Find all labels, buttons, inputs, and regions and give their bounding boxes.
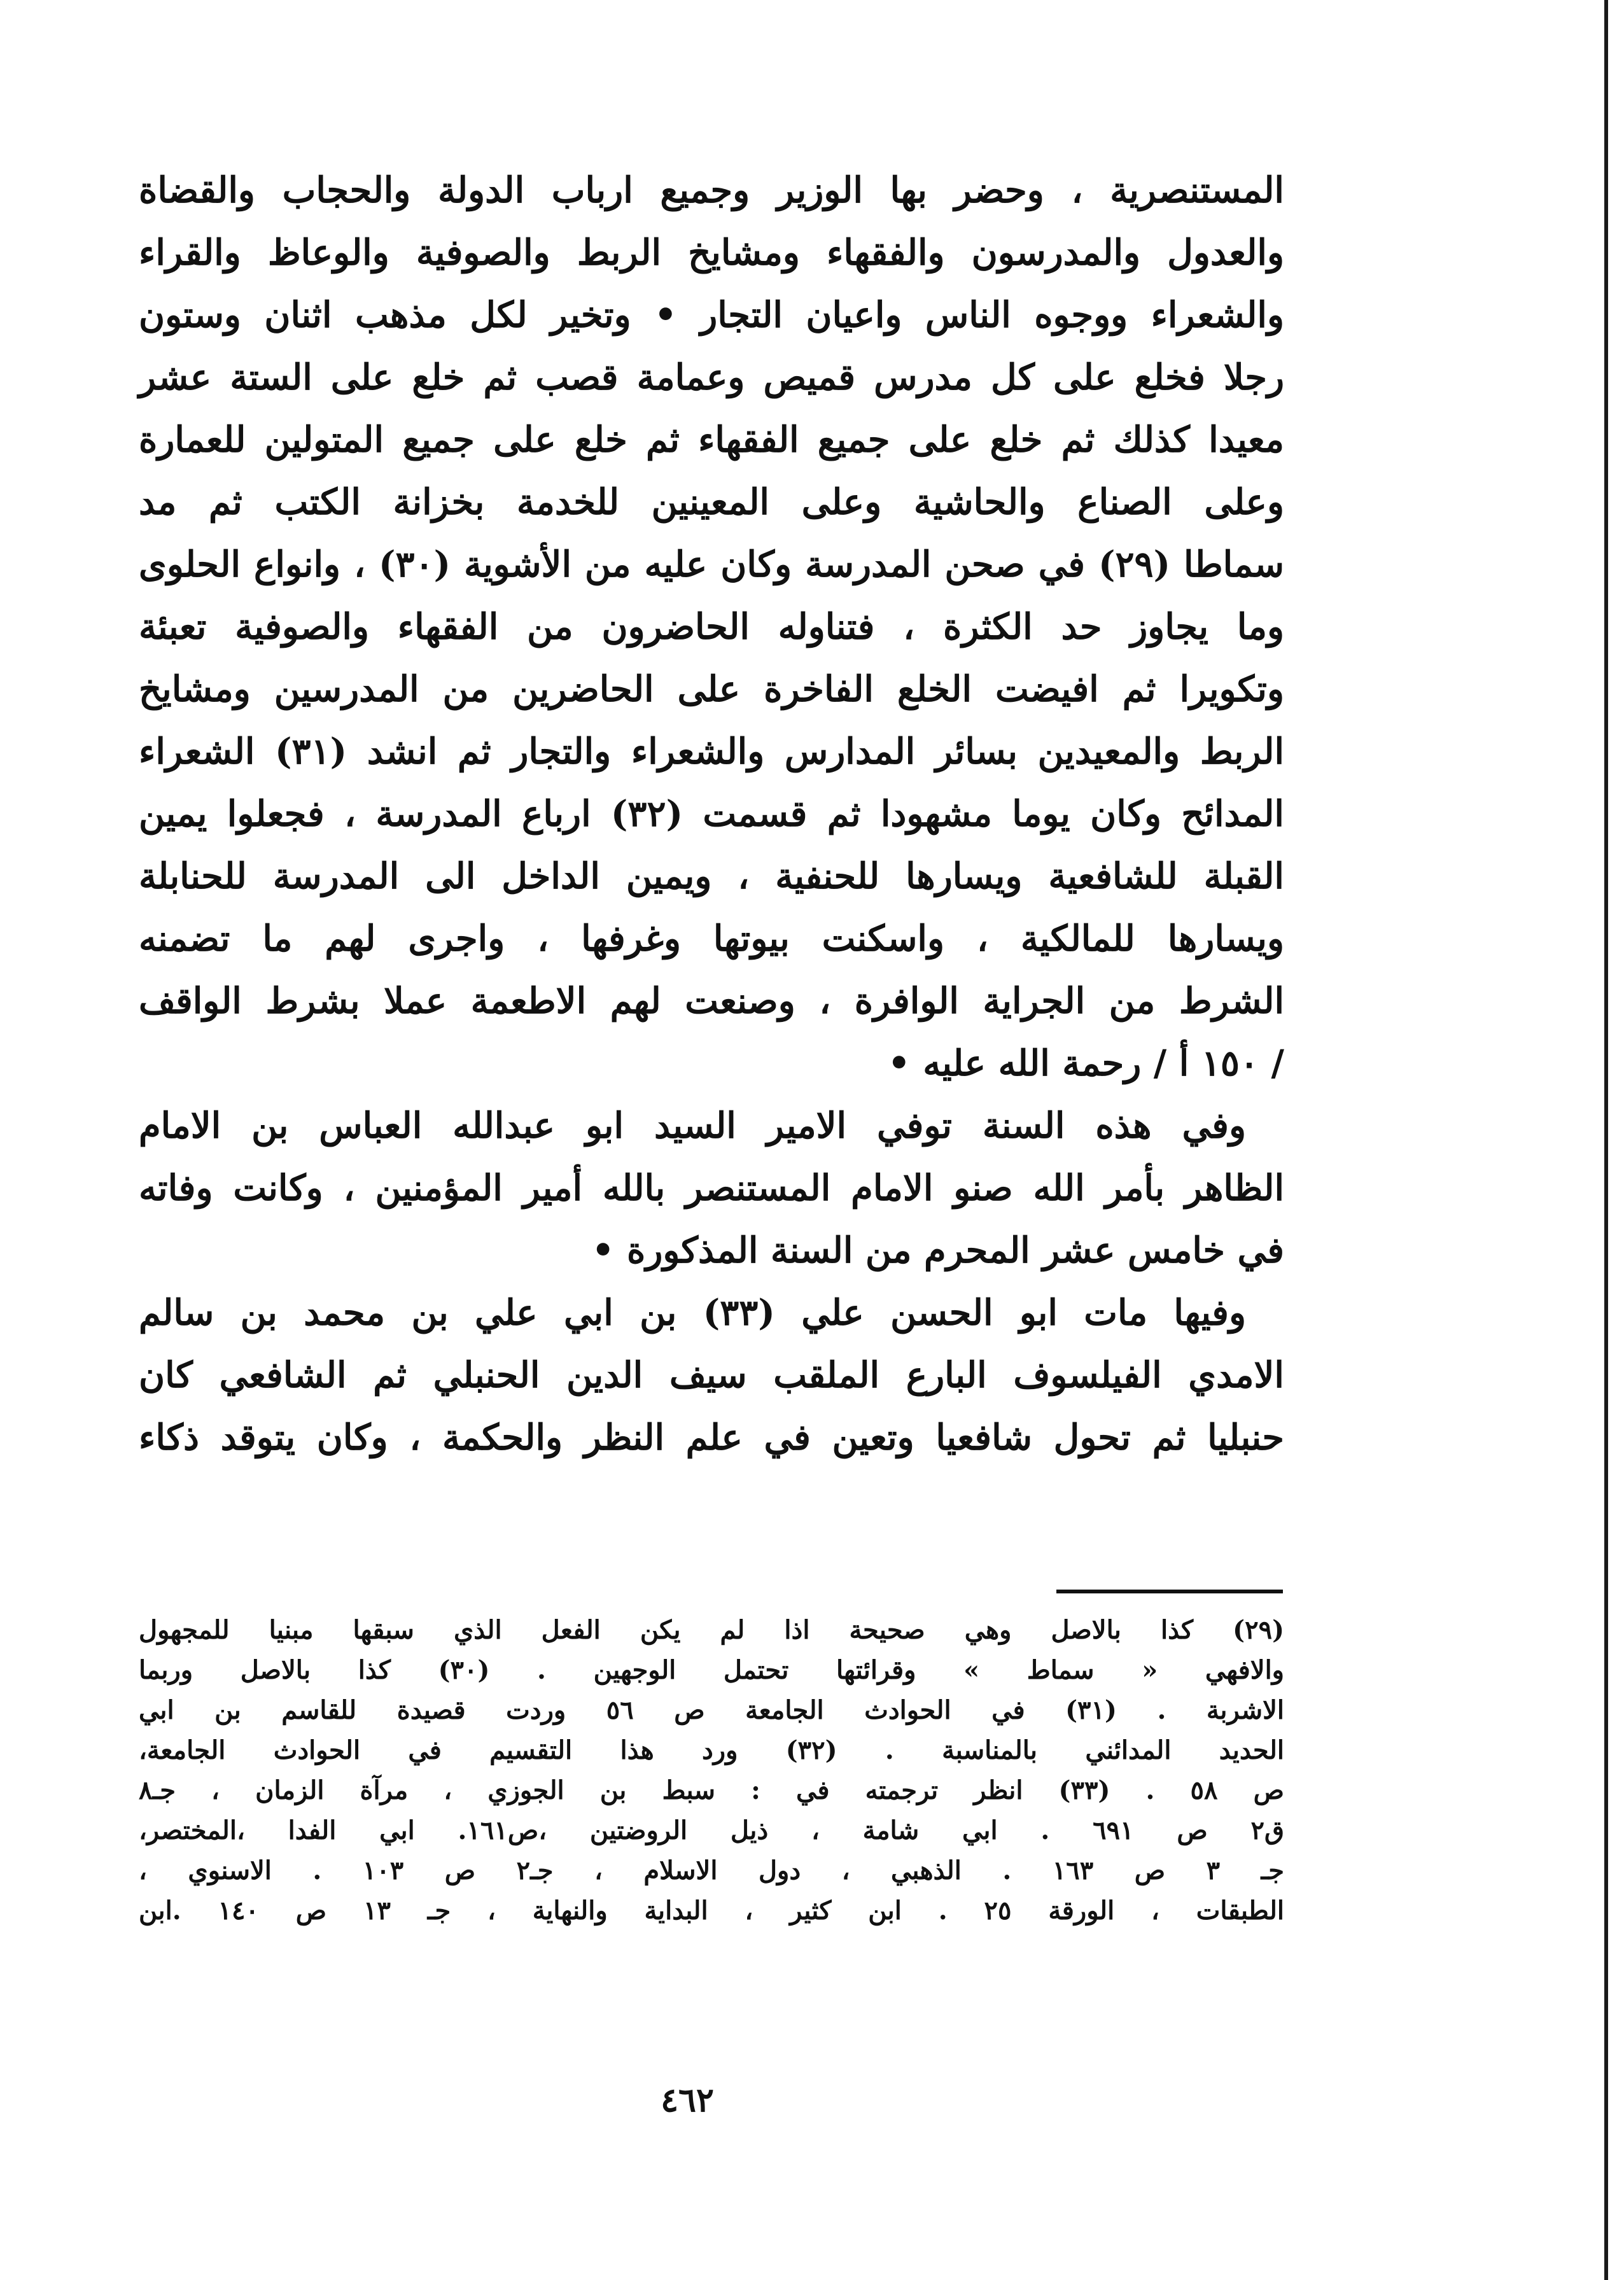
- body-line: الربط والمعيدين بسائر المدارس والشعراء والتجار ثم انشد (٣١) الشعراء: [139, 731, 1285, 773]
- body-line: سماطا (٢٩) في صحن المدرسة وكان عليه من الأشوية (٣٠) ، وانواع الحلوى: [139, 543, 1285, 585]
- footnote-line: (٢٩) كذا بالاصل وهي صحيحة اذا لم يكن الفعل الذي سبقها مبنيا للمجهول: [139, 1615, 1284, 1645]
- body-line: الشرط من الجراية الوافرة ، وصنعت لهم الاطعمة عملا بشرط الواقف: [139, 980, 1285, 1022]
- main-text-block: [139, 159, 1284, 1469]
- footnote-line: الطبقات ، الورقة ٢٥ . ابن كثير ، البداية والنهاية ، جـ ١٣ ص ١٤٠ .ابن: [139, 1896, 1285, 1926]
- footnote-line: الاشربة . (٣١) في الحوادث الجامعة ص ٥٦ وردت قصيدة للقاسم بن ابي: [139, 1695, 1285, 1725]
- body-line: رجلا فخلع على كل مدرس قميص وعمامة قصب ثم خلع على الستة عشر: [139, 356, 1284, 398]
- page-number: ٤٦٢: [661, 2081, 714, 2120]
- body-line: وعلى الصناع والحاشية وعلى المعينين للخدمة بخزانة الكتب ثم مد: [139, 481, 1284, 523]
- body-line: الامدي الفيلسوف البارع الملقب سيف الدين الحنبلي ثم الشافعي كان: [139, 1354, 1284, 1396]
- body-line: في خامس عشر المحرم من السنة المذكورة •: [591, 1229, 1284, 1271]
- body-line: / ١٥٠ أ / رحمة الله عليه •: [887, 1042, 1284, 1084]
- body-line: وفيها مات ابو الحسن علي (٣٣) بن ابي علي بن محمد بن سالم: [139, 1292, 1246, 1334]
- body-line: المستنصرية ، وحضر بها الوزير وجميع ارباب الدولة والحجاب والقضاة: [139, 169, 1284, 211]
- body-line: الظاهر بأمر الله صنو الامام المستنصر بالله أمير المؤمنين ، وكانت وفاته: [139, 1167, 1284, 1209]
- body-line: والشعراء ووجوه الناس واعيان التجار • وتخير لكل مذهب اثنان وستون: [139, 294, 1284, 336]
- body-line: معيدا كذلك ثم خلع على جميع الفقهاء ثم خلع على جميع المتولين للعمارة: [139, 419, 1284, 461]
- body-line: وما يجاوز حد الكثرة ، فتناوله الحاضرون من الفقهاء والصوفية تعبئة: [139, 606, 1284, 648]
- body-line: المدائح وكان يوما مشهودا ثم قسمت (٣٢) ارباع المدرسة ، فجعلوا يمين: [139, 793, 1284, 835]
- body-line: حنبليا ثم تحول شافعيا وتعين في علم النظر والحكمة ، وكان يتوقد ذكاء: [139, 1416, 1285, 1458]
- footnote-line: ص ٥٨ . (٣٣) انظر ترجمته في : سبط بن الجوزي ، مرآة الزمان ، جـ٨: [139, 1775, 1284, 1805]
- body-line: وفي هذه السنة توفي الامير السيد ابو عبدالله العباس بن الامام: [139, 1105, 1246, 1147]
- footnote-line: جـ ٣ ص ١٦٣ . الذهبي ، دول الاسلام ، جـ٢ ص ١٠٣ . الاسنوي ،: [139, 1856, 1284, 1885]
- page-edge-border: [1604, 0, 1608, 2280]
- body-line: ويسارها للمالكية ، واسكنت بيوتها وغرفها ، واجرى لهم ما تضمنه: [139, 918, 1284, 960]
- body-line: والعدول والمدرسون والفقهاء ومشايخ الربط والصوفية والوعاظ والقراء: [139, 232, 1284, 274]
- footnote-line: والافهي « سماط » وقرائتها تحتمل الوجهين . (٣٠) كذا بالاصل وربما: [139, 1655, 1284, 1685]
- body-line: القبلة للشافعية ويسارها للحنفية ، ويمين الداخل الى المدرسة للحنابلة: [139, 855, 1284, 897]
- footnote-line: الحديد المدائني بالمناسبة . (٣٢) ورد هذا التقسيم في الحوادث الجامعة،: [139, 1735, 1284, 1765]
- footnote-separator-rule: [1056, 1590, 1283, 1593]
- footnote-line: ق٢ ص ٦٩١ . ابي شامة ، ذيل الروضتين ،ص١٦١. ابي الفدا ،المختصر،: [139, 1815, 1285, 1845]
- body-line: وتكويرا ثم افيضت الخلع الفاخرة على الحاضرين من المدرسين ومشايخ: [139, 668, 1284, 710]
- footnotes-block: [139, 1610, 1284, 1931]
